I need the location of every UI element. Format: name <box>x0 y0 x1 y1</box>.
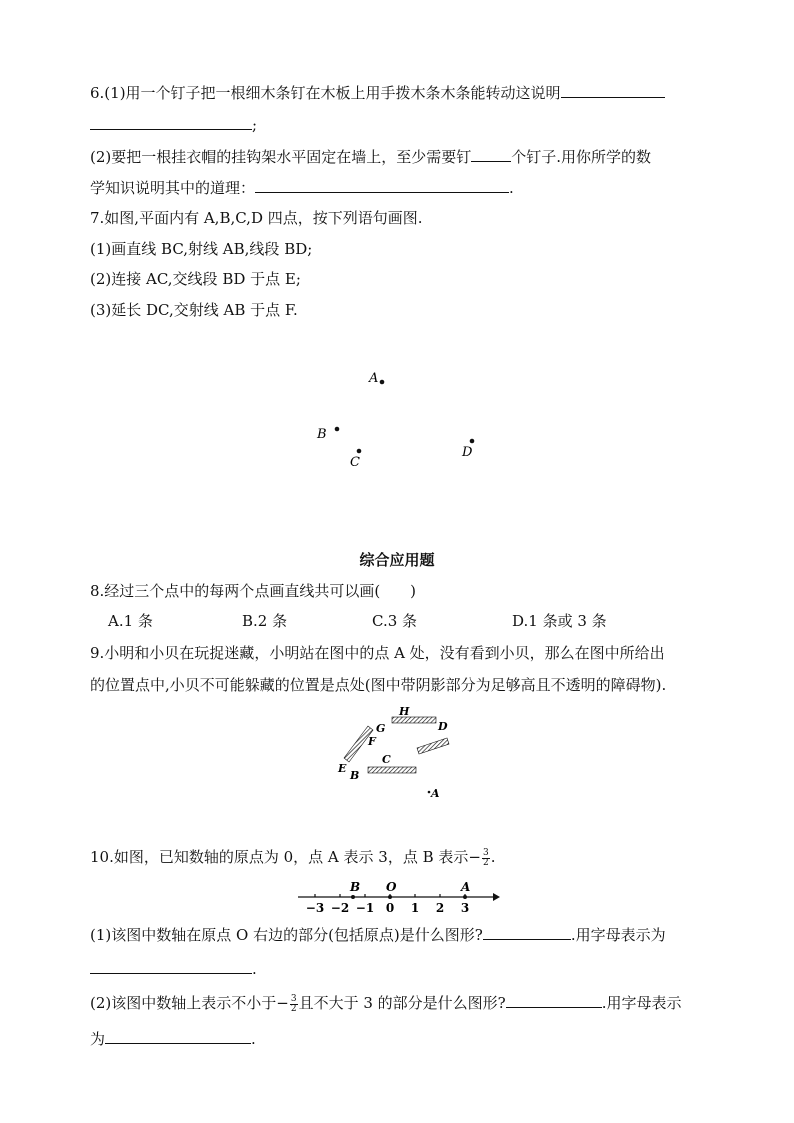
q6-part2-end: . <box>509 179 514 197</box>
q7-item-2: (2)连接 AC,交线段 BD 于点 E; <box>90 270 301 288</box>
label-a: A <box>461 880 471 894</box>
q6-part1-line2 <box>90 113 257 136</box>
label-b: B <box>317 427 327 442</box>
q10-frac-den: 2 <box>483 857 489 868</box>
q6-part2-line2 <box>90 176 514 199</box>
q10-part1-mid: .用字母表示为 <box>570 926 666 944</box>
q6-part2-blank2[interactable] <box>255 176 509 193</box>
q10-part2-text-a: (2)该图中数轴上表示不小于 <box>90 994 277 1012</box>
label-a: A <box>369 371 379 386</box>
q10-part1-line <box>90 923 666 946</box>
q9-line-2: 的位置点中,小贝不可能躲藏的位置是点处(图中带阴影部分为足够高且不透明的障碍物). <box>90 676 667 694</box>
point-a-dot <box>428 791 431 794</box>
label-b: B <box>350 880 361 894</box>
q7-stem: 7.如图,平面内有 A,B,C,D 四点，按下列语句画图. <box>90 209 423 227</box>
q7-points-figure <box>300 360 500 480</box>
q10-stem-text: 10.如图，已知数轴的原点为 0，点 A 表示 3，点 B 表示 <box>90 848 469 866</box>
obstacle-bottom <box>368 767 416 773</box>
q10-part2-frac-den: 2 <box>290 1003 297 1014</box>
q6-part1-text: 6.(1)用一个钉子把一根细木条钉在木板上用手拨木条木条能转动这说明 <box>90 84 561 102</box>
q7-item-1: (1)画直线 BC,射线 AB,线段 BD; <box>90 240 313 258</box>
q10-number-line <box>295 876 505 916</box>
q10-frac-sign: − <box>468 848 481 866</box>
point-b-dot <box>351 895 355 899</box>
label-e: E <box>338 762 347 775</box>
q6-part2-mid: 个钉子.用你所学的数 <box>511 148 652 166</box>
label-c: C <box>382 753 391 766</box>
section-heading: 综合应用题 <box>359 551 435 569</box>
q10-part2-text-b: 且不大于 3 的部分是什么图形? <box>298 994 506 1012</box>
q6-part2-line2-text: 学知识说明其中的道理： <box>90 179 256 197</box>
label-g: G <box>376 722 386 735</box>
point-b <box>335 427 340 432</box>
q10-stem <box>90 846 496 868</box>
q10-part2-blank2[interactable] <box>105 1027 251 1044</box>
q10-part1-blank2[interactable] <box>90 957 252 974</box>
tick-label-neg1: −1 <box>355 901 375 915</box>
q8-choice-c[interactable]: C.3 条 <box>372 612 418 630</box>
q10-part1-text: (1)该图中数轴在原点 O 右边的部分(包括原点)是什么图形? <box>90 926 483 944</box>
q10-part2-line2-text: 为 <box>90 1030 106 1048</box>
q6-part1-blank2[interactable] <box>90 113 252 130</box>
label-h: H <box>399 705 410 718</box>
q10-stem-end: . <box>490 848 496 866</box>
q7-item-3: (3)延长 DC,交射线 AB 于点 F. <box>90 301 298 319</box>
q6-part1-blank[interactable] <box>561 81 665 98</box>
q10-part2-blank[interactable] <box>506 991 602 1008</box>
label-b: B <box>350 769 360 782</box>
q10-frac-num: 3 <box>483 847 489 858</box>
q10-part2-fraction <box>290 995 298 1014</box>
tick-label-2: 2 <box>435 901 445 915</box>
q10-part1-end: . <box>252 960 257 978</box>
point-a-dot <box>463 895 467 899</box>
q10-part2-frac-num: 3 <box>290 993 297 1004</box>
tick-label-neg2: −2 <box>330 901 350 915</box>
q10-part2-line <box>90 991 681 1014</box>
point-o-dot <box>388 895 392 899</box>
point-d <box>470 439 475 444</box>
q10-part1-blank[interactable] <box>483 923 571 940</box>
label-d: D <box>438 720 448 733</box>
q10-fraction <box>482 849 490 868</box>
label-a: A <box>431 787 440 800</box>
q10-part1-line2 <box>90 957 257 980</box>
q10-part2-mid: .用字母表示 <box>601 994 682 1012</box>
q10-part2-end: . <box>251 1030 256 1048</box>
tick-label-3: 3 <box>460 901 470 915</box>
q8-choice-a[interactable]: A.1 条 <box>108 612 153 630</box>
obstacle-right <box>417 738 449 754</box>
label-f: F <box>368 735 376 748</box>
tick-label-1: 1 <box>410 901 420 915</box>
q10-part2-line2 <box>90 1027 256 1050</box>
q6-part1-line <box>90 81 665 104</box>
q9-hide-seek-figure <box>330 700 460 805</box>
q8-choice-b[interactable]: B.2 条 <box>242 612 288 630</box>
q9-line-1: 9.小明和小贝在玩捉迷藏，小明站在图中的点 A 处，没有看到小贝，那么在图中所给出 <box>90 644 665 662</box>
q6-part2-blank[interactable] <box>471 145 511 162</box>
label-d: D <box>462 445 473 460</box>
label-o: O <box>386 880 397 894</box>
axis-arrow <box>493 893 500 901</box>
point-a <box>380 380 385 385</box>
q6-part2-text: (2)要把一根挂衣帽的挂钩架水平固定在墙上，至少需要钉 <box>90 148 472 166</box>
q6-part1-end: ; <box>252 116 258 134</box>
tick-label-0: 0 <box>385 901 395 915</box>
q6-part2-line <box>90 145 651 168</box>
q10-part2-frac-sign: − <box>276 994 289 1012</box>
label-c: C <box>350 455 360 470</box>
q8-stem: 8.经过三个点中的每两个点画直线共可以画( ) <box>90 582 417 600</box>
tick-label-neg3: −3 <box>305 901 325 915</box>
q8-choice-d[interactable]: D.1 条或 3 条 <box>512 612 607 630</box>
point-c <box>357 449 362 454</box>
